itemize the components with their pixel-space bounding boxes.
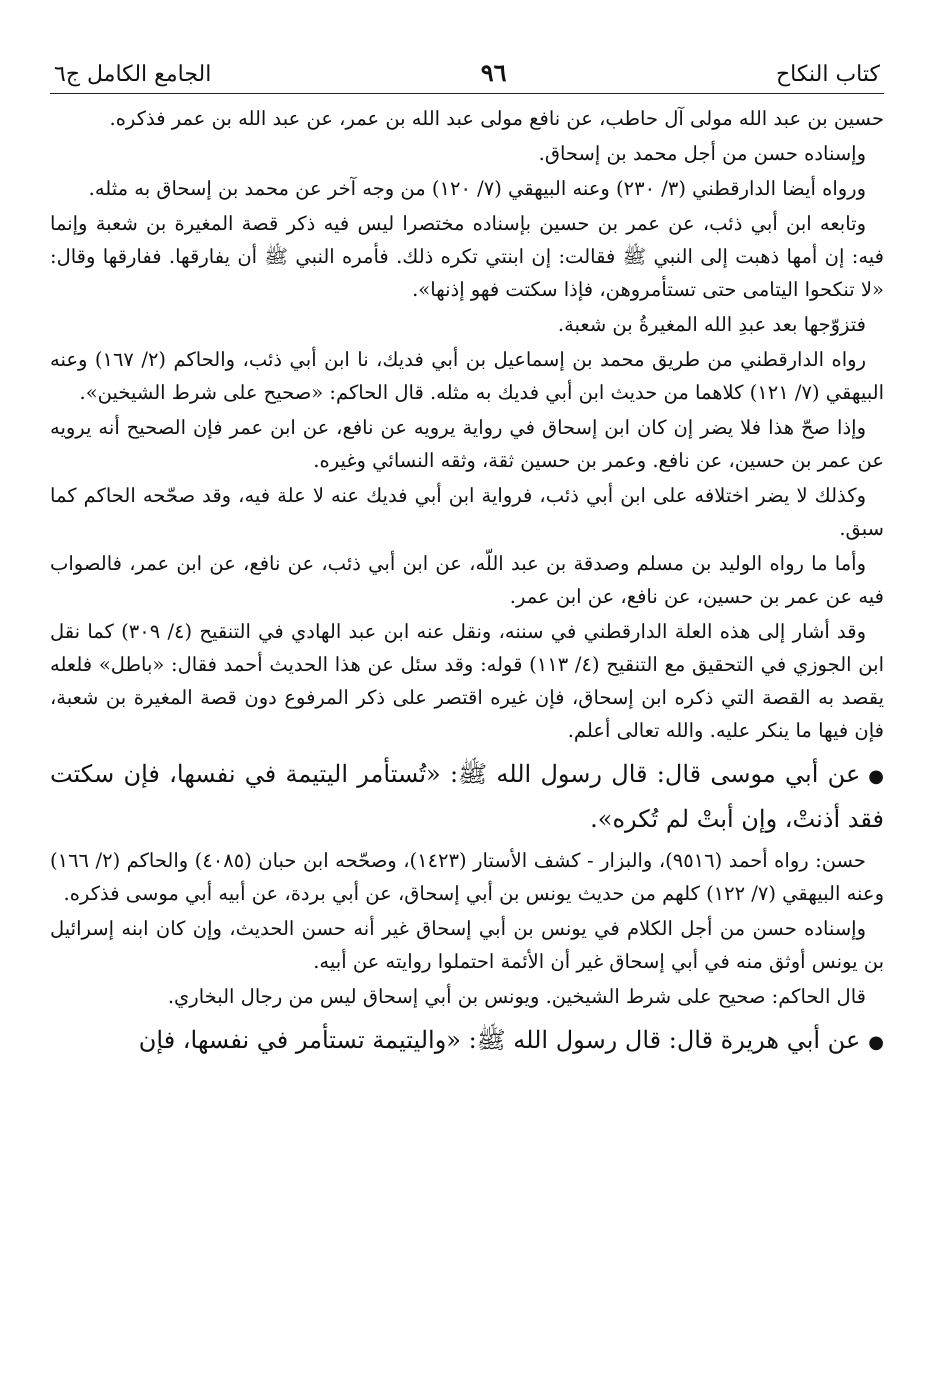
paragraph: وأما ما رواه الوليد بن مسلم وصدقة بن عبد اللّه، عن ابن أبي ذئب، عن نافع، عن ابن عمر، فالصواب فيه عن عمر بن حسين، عن نافع، عن ابن عمر. — [50, 552, 884, 608]
hadith-body: عن أبي هريرة قال: قال رسول الله ﷺ: «واليتيمة تستأمر في نفسها، فإن — [138, 1026, 861, 1054]
paragraph: وكذلك لا يضر اختلافه على ابن أبي ذئب، فرواية ابن أبي فديك عنه لا علة فيه، وقد صحّحه الحاكم كما سبق. — [50, 484, 884, 540]
hadith-text — [50, 753, 884, 840]
paragraph: فتزوّجها بعد عبدِ الله المغيرةُ بن شعبة. — [557, 313, 866, 336]
paragraph: وتابعه ابن أبي ذئب، عن عمر بن حسين بإسناده مختصرا ليس فيه ذكر قصة المغيرة بن شعبة وإنما فيه: إن أمها ذهبت إلى النبي ﷺ فقالت: إن ابنتي تكره ذلك. فأمره النبي ﷺ أن يفارقها. ففارقها وقال: «لا تنكحوا اليتامى حتى تستأمروهن، فإذا سكتت فهو إذنها». — [50, 212, 884, 301]
paragraph: حسين بن عبد الله مولى آل حاطب، عن نافع مولى عبد الله بن عمر، عن عبد الله بن عمر فذكره. — [109, 107, 884, 130]
page-header — [50, 52, 884, 94]
hadith-body: عن أبي موسى قال: قال رسول الله ﷺ: «تُستأمر اليتيمة في نفسها، فإن سكتت فقد أذنتْ، وإن أبتْ لم تُكره». — [50, 760, 884, 833]
paragraph: وقد أشار إلى هذه العلة الدارقطني في سننه، ونقل عنه ابن عبد الهادي في التنقيح (٤/ ٣٠٩) كما نقل ابن الجوزي في التحقيق مع التنقيح (٤/ ١١٣) قوله: وقد سئل عن هذا الحديث أحمد فقال: «باطل» فلعله يقصد به القصة التي ذكره ابن إسحاق، فإن غيره اقتصر على ذكر المرفوع دون قصة المغيرة بن شعبة، فإن فيها ما ينكر عليه. والله تعالى أعلم. — [50, 620, 884, 742]
paragraph: وإذا صحّ هذا فلا يضر إن كان ابن إسحاق في رواية يرويه عن نافع، عن ابن عمر فإن الصحيح أنه يرويه عن عمر بن حسين، عن نافع. وعمر بن حسين ثقة، وثقه النسائي وغيره. — [50, 416, 884, 472]
paragraph: وإسناده حسن من أجل محمد بن إسحاق. — [538, 142, 866, 165]
bullet-icon: ● — [868, 1032, 884, 1053]
book-title: كتاب النكاح — [775, 62, 880, 87]
paragraph: وإسناده حسن من أجل الكلام في يونس بن أبي إسحاق غير أنه حسن الحديث، وإن كان ابنه إسرائيل بن يونس أوثق منه في أبي إسحاق غير أن الأئمة احتملوا روايته عن أبيه. — [50, 917, 884, 973]
hadith-text — [50, 1019, 884, 1064]
bullet-icon: ● — [868, 766, 884, 787]
collection-title: الجامع الكامل ج٦ — [54, 62, 212, 87]
paragraph: حسن: رواه أحمد (٩٥١٦)، والبزار - كشف الأستار (١٤٢٣)، وصحّحه ابن حبان (٤٠٨٥) والحاكم (٢/ ١٦٦) وعنه البيهقي (٧/ ١٢٢) كلهم من حديث يونس بن أبي إسحاق، عن أبي بردة، عن أبيه أبي موسى فذكره. — [50, 849, 884, 905]
page-body — [50, 102, 884, 1064]
paragraph: رواه الدارقطني من طريق محمد بن إسماعيل بن أبي فديك، نا ابن أبي ذئب، والحاكم (٢/ ١٦٧) وعنه البيهقي (٧/ ١٢١) كلاهما من حديث ابن أبي فديك به مثله. قال الحاكم: «صحيح على شرط الشيخين». — [50, 348, 884, 404]
paragraph: قال الحاكم: صحيح على شرط الشيخين. ويونس بن أبي إسحاق ليس من رجال البخاري. — [167, 985, 866, 1008]
paragraph: ورواه أيضا الدارقطني (٣/ ٢٣٠) وعنه البيهقي (٧/ ١٢٠) من وجه آخر عن محمد بن إسحاق به مثله. — [88, 177, 866, 200]
page-number: ٩٦ — [480, 58, 507, 87]
